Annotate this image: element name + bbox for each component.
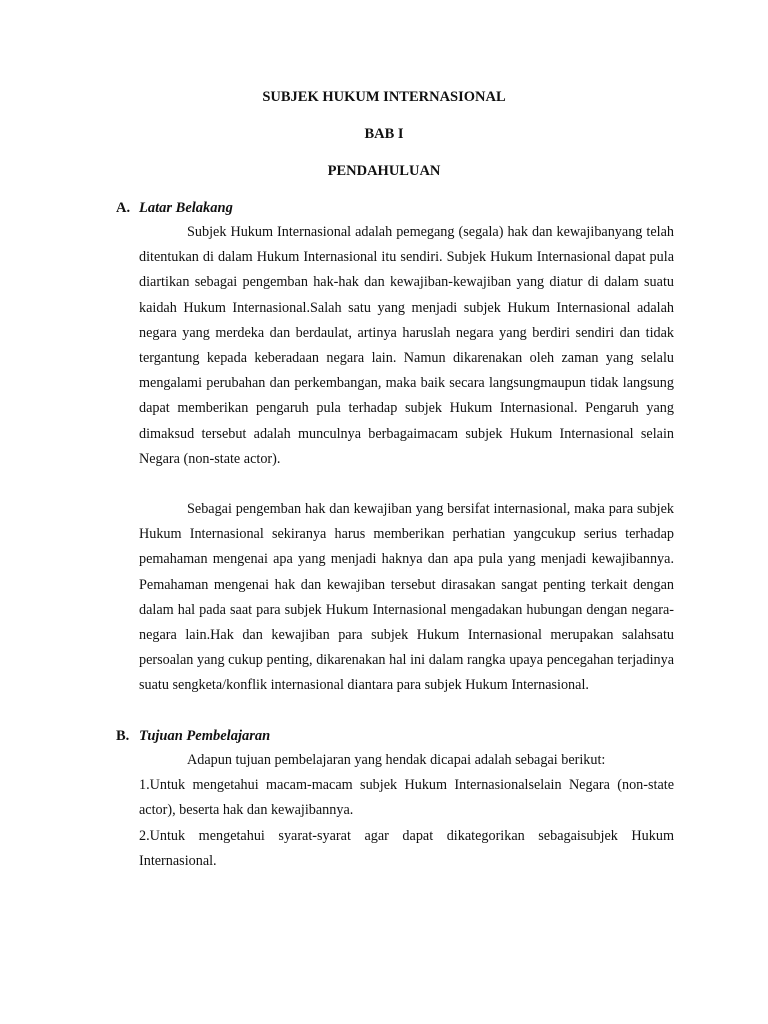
objective-item-1: 1.Untuk mengetahui macam-macam subjek Hukum Internasionalselain Negara (non-state actor), beserta hak dan kewajibannya. [139,777,674,819]
section-a-paragraph-2: Sebagai pengemban hak dan kewajiban yang bersifat internasional, maka para subjek Hukum Internasional sekiranya harus memberikan perhatian yangcukup serius terhadap pemahaman mengenai apa yang menjadi haknya dan apa pula yang menjadi kewajibannya. Pemahaman mengenai hak dan kewajiban tersebut dirasakan sangat penting terkait dengan dalam hal pada saat para subjek Hukum Internasional mengadakan hubungan dengan negara-negara lain.Hak dan kewajiban para subjek Hukum Internasional merupakan salahsatu persoalan yang cukup penting, dikarenakan hal ini dalam rangka upaya pencegahan terjadinya suatu sengketa/konflik internasional diantara para subjek Hukum Internasional. [139,501,674,694]
chapter-number: BAB I [364,126,404,142]
section-b-marker: B. [116,728,130,744]
section-b-title: Tujuan Pembelajaran [139,728,271,744]
section-a-marker: A. [116,200,131,216]
section-a-paragraph-1: Subjek Hukum Internasional adalah pemegang (segala) hak dan kewajibanyang telah ditentukan di dalam Hukum Internasional itu sendiri. Subjek Hukum Internasional dapat pula diartikan sebagai pengemban hak-hak dan kewajiban-kewajiban yang diatur di dalam suatu kaidah Hukum Internasional.Salah satu yang menjadi subjek Hukum Internasional adalah negara yang merdeka dan berdaulat, artinya haruslah negara yang berdiri sendiri dan tidak tergantung kepada keberadaan negara lain. Namun dikarenakan oleh zaman yang selalu mengalami perubahan dan perkembangan, maka baik secara langsungmaupun tidak langsung dapat memberikan pengaruh pula terhadap subjek Hukum Internasional. Pengaruh yang dimaksud tersebut adalah munculnya berbagaimacam subjek Hukum Internasional selain Negara (non-state actor). [139,224,674,467]
chapter-title: PENDAHULUAN [327,163,441,179]
document-title: SUBJEK HUKUM INTERNASIONAL [262,89,506,105]
objective-item-2: 2.Untuk mengetahui syarat-syarat agar dapat dikategorikan sebagaisubjek Hukum Internasional. [139,828,674,870]
section-b-intro: Adapun tujuan pembelajaran yang hendak dicapai adalah sebagai berikut: [187,752,606,768]
section-a-title: Latar Belakang [139,200,233,216]
